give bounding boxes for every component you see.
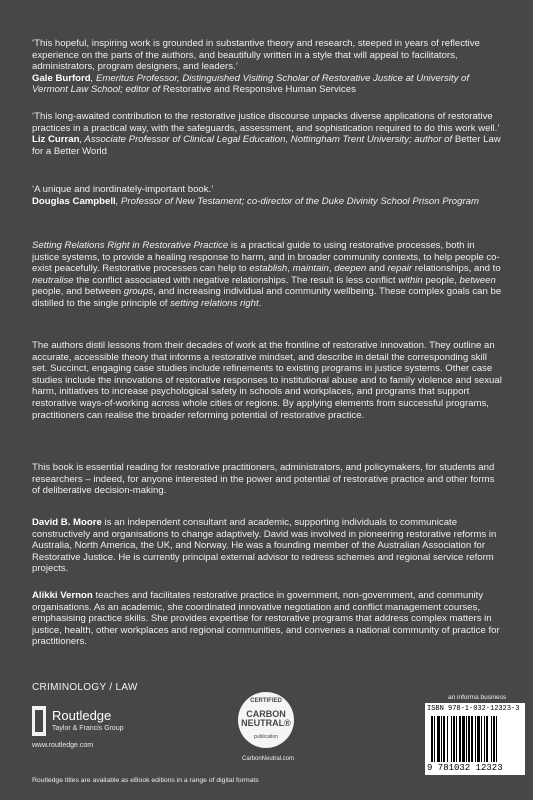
endorsement-1 <box>32 38 502 96</box>
description-run: establish <box>249 263 288 275</box>
endorser-title: , Associate Professor of Clinical Legal Education, Nottingham Trent University; author of <box>79 134 455 146</box>
endorser-title: , Emeritus Professor, Distinguished Visiting Scholar of Restorative Justice at University of Vermont Law School; editor of <box>32 72 470 96</box>
author-bio-2 <box>32 590 502 648</box>
barcode-bar <box>484 716 485 762</box>
description-run: . <box>258 297 262 309</box>
carbon-certified-text: CERTIFIED <box>250 698 282 704</box>
carbon-url: CarbonNeutral.com <box>241 756 295 762</box>
description-run: is a practical guide to using restorative processes, both in justice systems, to provide a healing response to harm, and in broader community contexts, to help people co-exist peacefully. Restorative processes can help to <box>32 240 500 275</box>
barcode-bar <box>453 716 455 762</box>
description-run: deepen <box>334 263 367 275</box>
barcode-bar <box>437 716 440 762</box>
isbn-text: ISBN 978-1-032-12323-3 <box>427 705 520 713</box>
description-run: relationships, and to <box>412 263 501 275</box>
barcode-bar <box>481 716 482 762</box>
author-bio: teaches and facilitates restorative practice in government, non-government, and community organisations. As an academic, she coordinated innovative negotiation and conflict management courses, emphasising practice skills. She provides expertise for restorative programs that address complex matters in justice, health, other workplaces and regional communities, and convenes a national community of practice for practitioners. <box>32 590 500 648</box>
publisher-name: Routledge <box>52 708 112 723</box>
carbon-pub-text: publication <box>254 734 278 740</box>
description-run: , <box>287 263 293 275</box>
ebook-footer-note: Routledge titles are available as eBook editions in a range of digital formats <box>32 777 259 784</box>
barcode-bar <box>471 716 473 762</box>
routledge-logo <box>32 706 202 752</box>
subject-category: CRIMINOLOGY / LAW <box>32 682 138 693</box>
endorser-work: Restorative and Responsive Human Services <box>162 84 356 96</box>
carbon-main-text: CARBON NEUTRAL® <box>241 709 291 728</box>
barcode-bar <box>434 716 435 762</box>
description-run: neutralise <box>32 274 74 286</box>
author-name: Alikki Vernon <box>32 590 93 601</box>
author-bio: is an independent consultant and academic, supporting individuals to communicate constructively and organisations to change adaptively. David was involved in pioneering restorative reforms in Australia, North America, the UK, and Norway. He was a founding member of the Australian Association for Restorative Justice. He is currently principal external advisor to redress schemes and regional service reform projects. <box>32 517 497 575</box>
barcode-bar <box>466 716 467 762</box>
description-run: people, and between <box>32 286 124 298</box>
description-rich-text <box>32 240 502 310</box>
description-text: The authors distil lessons from their decades of work at the frontline of restorative innovation. They outline an accurate, accessible theory that informs a restorative mindset, and describe in detail the corresponding skill set. Succinct, engaging case studies include refinements to existing programs in justice systems. Other case studies include the innovations of restorative responses to institutional abuse and to family violence and sexual harm, initiatives to increase psychological safety in schools and workplaces, and programs that support restorative ways-of-working across whole cities or regions. By applying elements from successful programs, practitioners can realise the broader reforming potential of restorative practice. <box>32 340 502 421</box>
barcode-bars <box>431 716 519 762</box>
ean-number: 9 781032 12323 <box>427 763 503 773</box>
description-run: , and increasing individual and community wellbeing. These complex goals can be distilled to the single principle of <box>32 286 502 309</box>
endorsement-quote: ‘A unique and inordinately-important book.’ <box>32 184 214 195</box>
barcode-bar <box>459 716 461 762</box>
barcode-bar <box>441 716 442 762</box>
barcode-bar <box>475 716 476 762</box>
endorser-name: Liz Curran <box>32 134 80 146</box>
endorsement-3 <box>32 184 502 207</box>
description-run: and <box>366 263 388 275</box>
description-text: This book is essential reading for restorative practitioners, administrators, and policymakers, for students and researchers – indeed, for anyone interested in the power and potential of restorative practice and other forms of deliberative decision-making. <box>32 462 495 497</box>
description-run: , <box>328 263 335 275</box>
barcode-bar <box>477 716 480 762</box>
endorser-work: Better Law for a Better World <box>32 134 501 157</box>
description-run: Setting Relations Right in Restorative Practice <box>32 240 229 251</box>
endorser-name: Gale Burford <box>32 72 91 84</box>
barcode-bar <box>486 716 488 762</box>
barcode-bar <box>456 716 457 762</box>
endorsement-quote: ‘This long-awaited contribution to the restorative justice discourse unpacks diverse applications of restorative practices in a practical way, with the safeguards, assessment, and sophistication required to do this work well.’ <box>32 111 500 134</box>
description-run: within <box>398 274 423 286</box>
barcode-bar <box>493 716 495 762</box>
barcode-bar <box>447 716 448 762</box>
description-run: groups <box>123 286 154 298</box>
description-paragraph-2 <box>32 340 502 421</box>
barcode-bar <box>431 716 433 762</box>
author-bio-1 <box>32 517 502 575</box>
carbon-neutral-badge <box>232 690 304 770</box>
barcode-bar <box>443 716 445 762</box>
barcode-bar <box>462 716 465 762</box>
publisher-url: www.routledge.com <box>32 742 94 749</box>
publisher-group: Taylor & Francis Group <box>52 725 124 732</box>
author-name: David B. Moore <box>32 517 102 528</box>
isbn-barcode <box>425 703 525 775</box>
description-run: between <box>459 274 496 286</box>
endorsement-quote: ‘This hopeful, inspiring work is grounded in substantive theory and research, steeped in years of reflective experience on the parts of the authors, and beautifully written in a style that will appeal to facilitators, administrators, program designers, and leaders.’ <box>32 38 480 73</box>
description-run: people, <box>422 274 460 286</box>
routledge-mark-icon <box>32 706 46 736</box>
endorser-title: , Professor of New Testament; co-director of the Duke Divinity School Prison Program <box>115 195 479 207</box>
endorser-name: Douglas Campbell <box>32 195 116 207</box>
barcode-bar <box>468 716 470 762</box>
description-run: repair <box>387 263 413 275</box>
endorsement-2 <box>32 111 502 157</box>
description-run: the conflict associated with negative relationships. The result is less conflict <box>73 274 399 286</box>
informa-tagline: an informa business <box>448 694 507 701</box>
description-run: maintain <box>292 263 329 275</box>
barcode-bar <box>491 716 492 762</box>
barcode-bar <box>451 716 452 762</box>
description-run: setting relations right <box>170 297 259 309</box>
barcode-bar <box>496 716 497 762</box>
description-paragraph-3 <box>32 462 502 497</box>
description-paragraph-1 <box>32 240 502 310</box>
